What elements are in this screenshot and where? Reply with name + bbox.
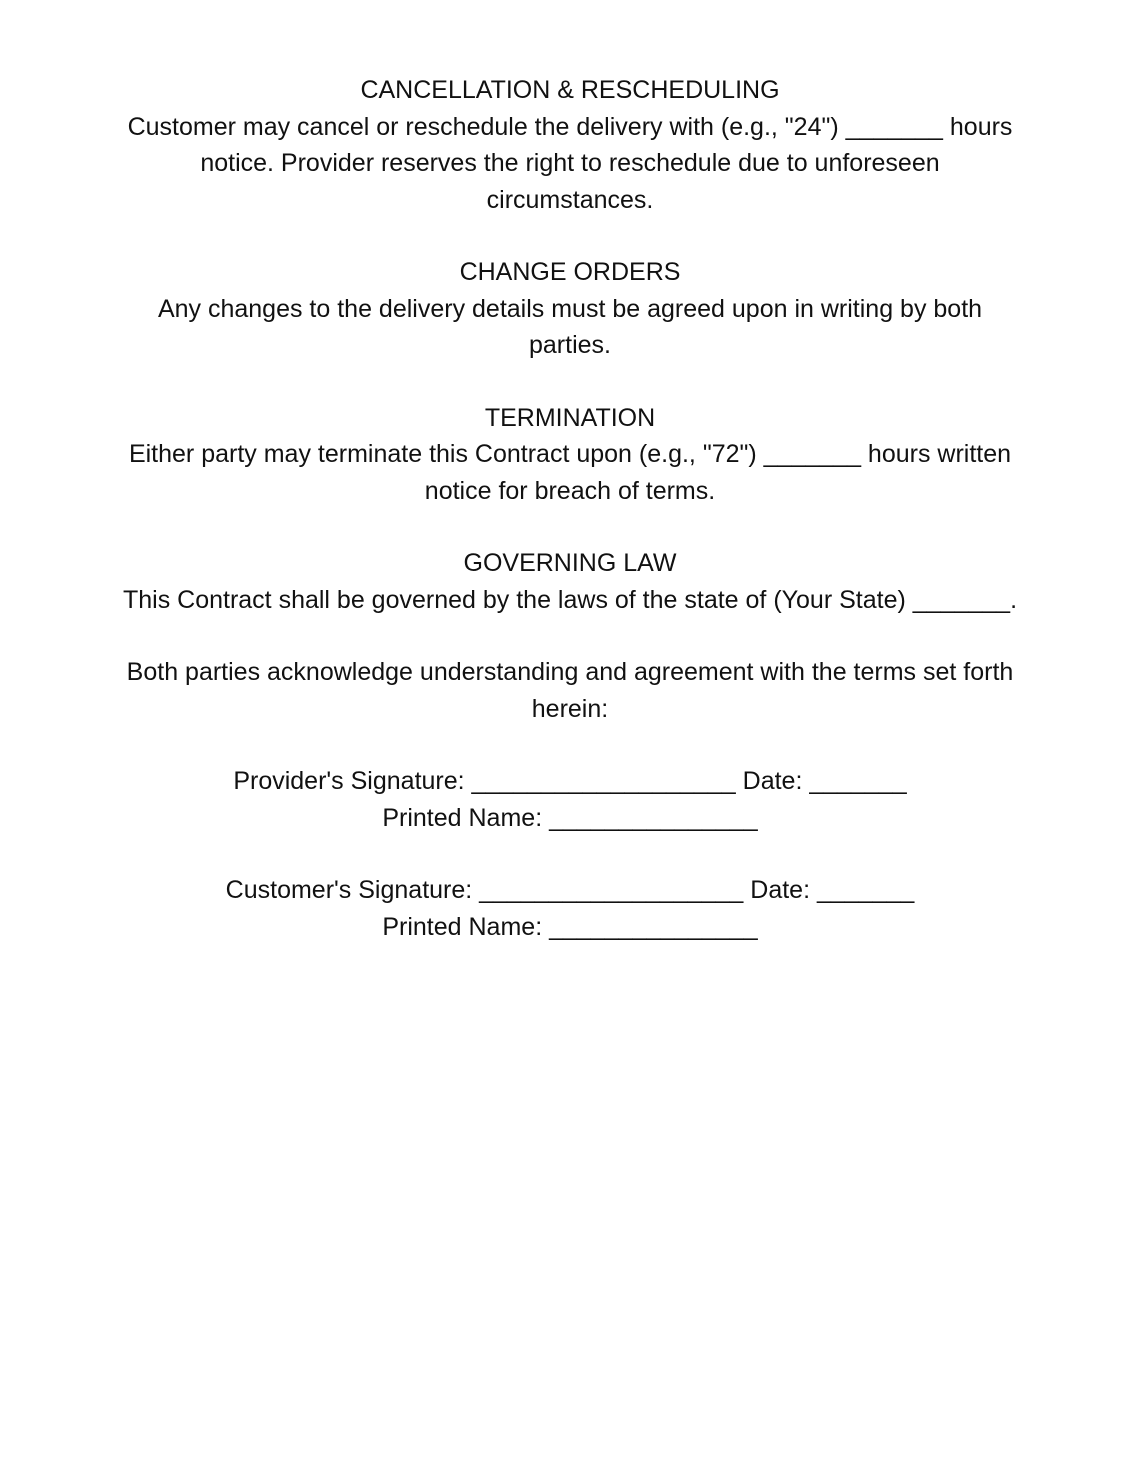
governing-law-section <box>55 545 1085 618</box>
section-text-line: parties. <box>529 331 611 359</box>
section-text-line: circumstances. <box>486 185 654 214</box>
provider-printed-name-line: Printed Name: _______________ <box>382 803 758 832</box>
spacer <box>0 218 1140 254</box>
section-heading: TERMINATION <box>484 403 656 432</box>
contract-page <box>0 72 1140 945</box>
termination-section <box>55 400 1085 510</box>
section-text-line: Customer may cancel or reschedule the delivery with (e.g., "24") _______ hours <box>127 112 1013 141</box>
spacer <box>0 727 1140 763</box>
spacer <box>0 618 1140 654</box>
section-text-line: notice for breach of terms. <box>424 476 716 505</box>
spacer <box>0 364 1140 400</box>
section-text-line: Both parties acknowledge understanding and agreement with the terms set forth <box>126 658 1014 686</box>
change-orders-section <box>55 254 1085 364</box>
section-heading: CHANGE ORDERS <box>459 258 681 286</box>
customer-signature-line: Customer's Signature: ___________________ Date: _______ <box>225 876 915 904</box>
section-text-line: Any changes to the delivery details must be agreed upon in writing by both <box>157 294 983 323</box>
provider-signature-block <box>55 763 1085 836</box>
spacer <box>0 509 1140 545</box>
cancellation-section <box>55 72 1085 218</box>
customer-signature-block <box>55 872 1085 945</box>
provider-signature-line: Provider's Signature: ___________________ Date: _______ <box>233 767 907 795</box>
section-text-line: This Contract shall be governed by the laws of the state of (Your State) _______. <box>122 585 1018 614</box>
acknowledgement-section <box>55 654 1085 727</box>
section-heading: GOVERNING LAW <box>463 549 677 577</box>
section-text-line: Either party may terminate this Contract upon (e.g., "72") _______ hours written <box>128 440 1012 468</box>
section-heading: CANCELLATION & RESCHEDULING <box>360 76 780 104</box>
section-text-line: herein: <box>531 694 609 723</box>
spacer <box>0 836 1140 872</box>
customer-printed-name-line: Printed Name: _______________ <box>382 912 758 941</box>
section-text-line: notice. Provider reserves the right to reschedule due to unforeseen <box>200 149 940 177</box>
